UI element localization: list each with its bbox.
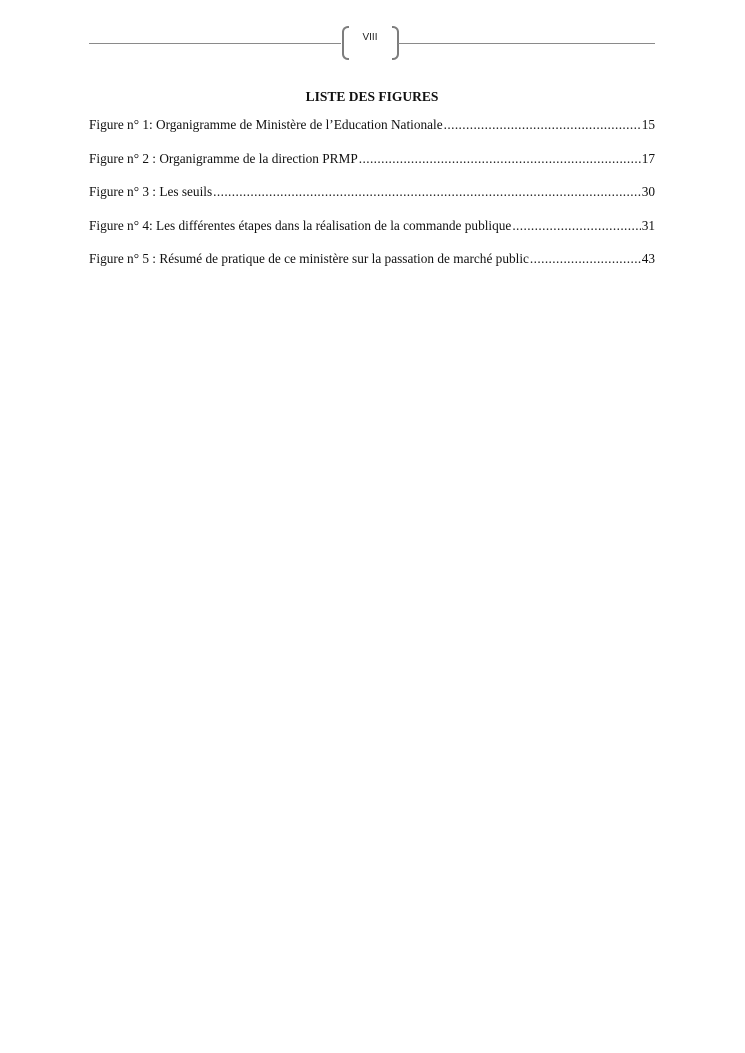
toc-entry[interactable] <box>89 217 655 251</box>
toc-entry-label: Figure n° 4: Les différentes étapes dans la réalisation de la commande publique <box>89 217 512 233</box>
header-rule-right <box>398 43 655 44</box>
toc-entry-label: Figure n° 3 : Les seuils <box>89 184 213 199</box>
page-number: VIII <box>362 32 378 43</box>
dot-leader <box>530 250 641 268</box>
toc-entry-page: 43 <box>641 251 655 266</box>
dot-leader <box>444 116 641 134</box>
dot-leader <box>213 183 641 201</box>
figure-list <box>89 116 655 284</box>
toc-entry-label: Figure n° 1: Organigramme de Ministère de l’Education Nationale <box>89 117 443 132</box>
toc-entry[interactable] <box>89 150 655 184</box>
dot-leader <box>359 150 641 168</box>
toc-entry-page: 30 <box>641 184 655 199</box>
page-header <box>89 24 655 64</box>
dot-leader <box>512 217 640 235</box>
toc-entry[interactable] <box>89 183 655 217</box>
toc-entry[interactable] <box>89 116 655 150</box>
header-rule-left <box>89 43 341 44</box>
toc-entry-label: Figure n° 2 : Organigramme de la direction PRMP <box>89 150 358 166</box>
left-bracket-ornament <box>342 26 349 60</box>
toc-entry[interactable] <box>89 250 655 284</box>
toc-entry-label: Figure n° 5 : Résumé de pratique de ce ministère sur la passation de marché public <box>89 251 529 266</box>
toc-entry-page: 17 <box>641 150 655 166</box>
list-title: LISTE DES FIGURES <box>305 89 439 104</box>
toc-entry-page: 15 <box>641 117 655 132</box>
toc-entry-page: 31 <box>641 217 655 233</box>
